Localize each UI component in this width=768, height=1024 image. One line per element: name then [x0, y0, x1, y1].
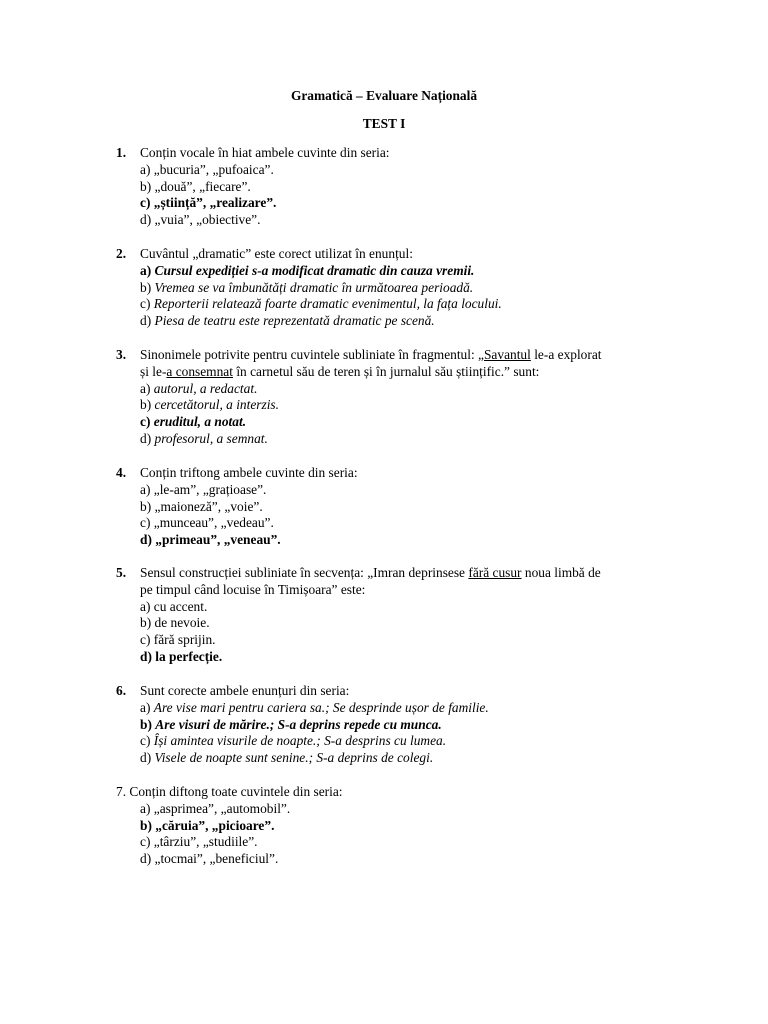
prompt-text: le-a explorat	[530, 347, 602, 362]
option-text: „asprimea”, „automobil”.	[153, 800, 291, 816]
question-2	[116, 246, 686, 330]
option-letter: a)	[140, 481, 151, 497]
option-text: „le-am”, „grațioase”.	[153, 481, 267, 497]
option-letter: b)	[140, 279, 152, 295]
question-3	[116, 347, 686, 448]
option-text: „știință”, „realizare”.	[153, 195, 277, 211]
option-b-correct	[140, 717, 686, 734]
option-text: profesorul, a semnat.	[154, 430, 268, 446]
option-a	[140, 599, 686, 616]
option-text: „târziu”, „studiile”.	[153, 834, 258, 850]
option-letter: b)	[140, 615, 152, 631]
option-text: la perfecție.	[155, 648, 223, 664]
prompt-line-2: pe timpul când locuise în Timișoara” este:	[140, 581, 366, 597]
option-c	[140, 515, 686, 532]
question-5	[116, 565, 686, 666]
option-letter: b)	[140, 716, 152, 732]
question-number: 7.	[116, 784, 127, 799]
question-prompt: Sunt corecte ambele enunțuri din seria:	[140, 683, 350, 698]
option-text: Are visuri de mărire.; S-a deprins repede cu munca.	[155, 716, 442, 732]
question-prompt	[140, 347, 686, 381]
option-text: „maioneză”, „voie”.	[154, 498, 263, 514]
question-7	[116, 784, 686, 868]
question-number: 2.	[116, 246, 127, 261]
option-letter: d)	[140, 750, 152, 766]
question-4	[116, 465, 686, 549]
option-d-correct	[140, 532, 686, 549]
question-number: 1.	[116, 145, 127, 160]
option-text: Vremea se va îmbunătăți dramatic în următoarea perioadă.	[154, 279, 474, 295]
option-b	[140, 397, 686, 414]
option-a-correct	[140, 263, 686, 280]
option-text: de nevoie.	[154, 615, 210, 631]
option-d	[140, 431, 686, 448]
option-c	[140, 834, 686, 851]
question-number: 5.	[116, 565, 127, 580]
option-text: cercetătorul, a interzis.	[154, 397, 279, 413]
option-text: eruditul, a notat.	[153, 414, 247, 430]
option-c	[140, 296, 686, 313]
option-text: „vuia”, „obiective”.	[154, 212, 261, 228]
option-c-correct	[140, 195, 686, 212]
option-text: „munceau”, „vedeau”.	[153, 515, 274, 531]
option-letter: a)	[140, 161, 151, 177]
option-letter: c)	[140, 515, 151, 531]
option-a	[140, 482, 686, 499]
option-text: Își amintea visurile de noapte.; S-a desprins cu lumea.	[153, 733, 447, 749]
option-letter: b)	[140, 817, 152, 833]
option-letter: d)	[140, 648, 152, 664]
option-letter: c)	[140, 632, 151, 648]
prompt-text: Sensul construcției subliniate în secvența: „Imran deprinsese	[140, 565, 469, 580]
underlined-phrase: fără cusur	[468, 565, 522, 580]
question-1	[116, 145, 686, 229]
option-a	[140, 162, 686, 179]
underlined-word: Savantul	[483, 347, 531, 362]
option-letter: b)	[140, 498, 152, 514]
option-letter: a)	[140, 699, 151, 715]
option-text: „tocmai”, „beneficiul”.	[154, 851, 279, 867]
option-text: „căruia”, „picioare”.	[155, 817, 275, 833]
option-b	[140, 499, 686, 516]
option-letter: a)	[140, 380, 151, 396]
question-prompt	[140, 565, 686, 599]
prompt-line-2	[140, 364, 686, 381]
option-d-correct	[140, 649, 686, 666]
option-b	[140, 280, 686, 297]
question-prompt: Conțin diftong toate cuvintele din seria:	[129, 784, 343, 799]
option-text: „primeau”, „veneau”.	[155, 532, 281, 548]
prompt-line-1	[140, 565, 686, 582]
option-c	[140, 733, 686, 750]
question-prompt-line	[116, 784, 686, 801]
question-number: 6.	[116, 683, 127, 698]
option-letter: c)	[140, 296, 151, 312]
option-letter: c)	[140, 834, 151, 850]
question-number: 3.	[116, 347, 127, 362]
option-b	[140, 179, 686, 196]
option-letter: b)	[140, 397, 152, 413]
option-text: Cursul expediției s-a modificat dramatic din cauza vremii.	[154, 262, 475, 278]
prompt-text: Sinonimele potrivite pentru cuvintele subliniate în fragmentul: „	[140, 347, 484, 362]
option-text: fără sprijin.	[153, 632, 216, 648]
question-6	[116, 683, 686, 767]
page-title: Gramatică – Evaluare Națională	[290, 88, 478, 103]
option-letter: c)	[140, 733, 151, 749]
option-a	[140, 801, 686, 818]
option-letter: d)	[140, 430, 152, 446]
option-letter: d)	[140, 313, 152, 329]
option-b	[140, 615, 686, 632]
option-letter: a)	[140, 800, 151, 816]
prompt-line-1	[140, 347, 686, 364]
option-letter: a)	[140, 262, 152, 278]
option-d	[140, 750, 686, 767]
question-prompt: Cuvântul „dramatic” este corect utilizat în enunțul:	[140, 246, 413, 261]
option-c	[140, 632, 686, 649]
test-title: TEST I	[362, 116, 406, 131]
option-text: „două”, „fiecare”.	[154, 178, 251, 194]
option-text: Visele de noapte sunt senine.; S-a deprins de colegi.	[154, 750, 434, 766]
question-prompt: Conțin vocale în hiat ambele cuvinte din seria:	[140, 145, 390, 160]
option-text: „bucuria”, „pufoaica”.	[153, 161, 274, 177]
option-letter: c)	[140, 195, 151, 211]
option-d	[140, 212, 686, 229]
option-letter: d)	[140, 851, 152, 867]
option-text: Piesa de teatru este reprezentată dramatic pe scenă.	[154, 313, 435, 329]
prompt-text: în carnetul său de teren și în jurnalul său științific.” sunt:	[232, 363, 540, 379]
option-letter: d)	[140, 212, 152, 228]
prompt-text: și le-	[140, 363, 167, 379]
question-prompt: Conțin triftong ambele cuvinte din seria:	[140, 465, 358, 480]
option-a	[140, 700, 686, 717]
option-b-correct	[140, 818, 686, 835]
option-c-correct	[140, 414, 686, 431]
option-a	[140, 381, 686, 398]
prompt-text: noua limbă de	[521, 565, 601, 580]
question-number: 4.	[116, 465, 127, 480]
option-d	[140, 851, 686, 868]
option-letter: d)	[140, 532, 152, 548]
option-text: Are vise mari pentru cariera sa.; Se desprinde ușor de familie.	[153, 699, 489, 715]
option-letter: b)	[140, 178, 152, 194]
option-text: autorul, a redactat.	[153, 380, 258, 396]
option-d	[140, 313, 686, 330]
option-letter: c)	[140, 414, 151, 430]
option-text: Reporterii relatează foarte dramatic evenimentul, la fața locului.	[153, 296, 502, 312]
underlined-word: a consemnat	[166, 363, 233, 379]
option-text: cu accent.	[153, 598, 208, 614]
option-letter: a)	[140, 598, 151, 614]
